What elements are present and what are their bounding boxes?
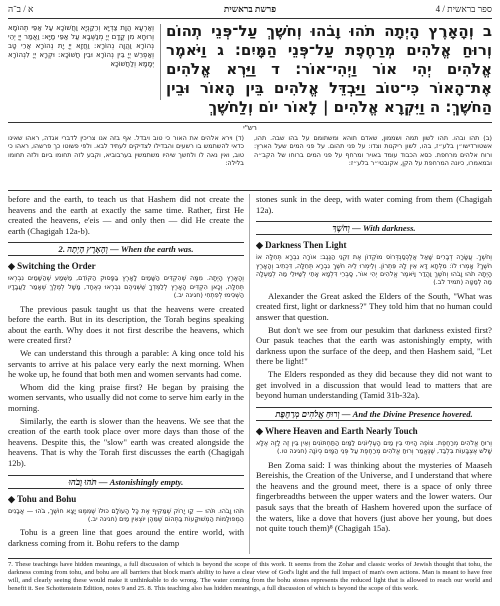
- page-header: [8, 4, 492, 18]
- header-parashah: פרשת בראשית: [223, 4, 277, 14]
- section-bar-when-earth-was: 2. וְהָאָרֶץ הָיְתָה — When the earth was.: [8, 242, 244, 256]
- paragraph: The Elders responded as they did because they did not want to get involved in a discussion that would lead to matters that are beyond human understanding (Tamid 31b-32a).: [256, 368, 492, 401]
- section-title-darkness-then-light: ◆ Darkness Then Light: [256, 240, 347, 251]
- gemara-hebrew-4: וְרוּחַ אֱלֹהִים מְרַחֶפֶת. צוֹפֶה הָיִיתִי בֵּין מַיִם הָעֶלְיוֹנִים לַמַּיִם הַתַּחְתּוֹנִים וְאֵין בֵּין זֶה לָזֶה אֶלָּא שָׁלֹשׁ אֶצְבָּעוֹת בִּלְבַד, שֶׁנֶּאֱמַר וְרוּחַ אֱלֹהִים מְרַחֶפֶת עַל פְּנֵי הַמָּיִם כְּיוֹנָה (חגיגה טו.): [256, 438, 492, 456]
- footnotes: 7. These teachings have hidden meanings, a full discussion of which is beyond the scope of this work. It seems from the Zohar and classic works of Jewish thought that tohu, the darkness coming from tohu, and bohu are all barriers that block man's ability to have a clear view of God's light and the full impact of man's own actions. Man is meant to have free will, and clearly seeing these would make it unthinkable to do wrong. The water coming from the bohu stones represents the reduced light that is allowed to reach our world and benefit it. See Schottenstein Edition, notes 9 and 25. 8. This teaching also has hidden meanings, a full discussion of which is beyond the scope of this work.: [8, 561, 492, 592]
- rashi-label: רש"י: [243, 124, 257, 132]
- bullet-icon: ◆: [8, 493, 15, 504]
- gemara-hebrew-2: תֹּהוּ וָבֹהוּ. תֹּהוּ — קַו יָרוֹק שֶׁמַּקִּיף אֶת כָּל הָעוֹלָם כּוּלּוֹ שֶׁמִּמֶּנּוּ יָצָא חוֹשֶׁךְ, בֹּהוּ — אֲבָנִים הַמְפוּלָּמוֹת הַמְשׁוּקָּעוֹת בַּתְּהוֹם שֶׁמֵּהֶן יוֹצְאִין מַיִם (חגיגה יב.): [8, 506, 244, 523]
- header-rule: [8, 18, 492, 19]
- section-title-tohu-bohu: ◆ Tohu and Bohu: [8, 493, 77, 504]
- header-chapter-verse: א / ב־ה: [8, 4, 34, 14]
- paragraph: Whom did the king praise first? He began by praising the women servants, who usually did not come to serve him early in the morning.: [8, 381, 244, 413]
- rashi-top-rule: [8, 122, 492, 123]
- right-column: [256, 194, 492, 554]
- main-top-rule: [8, 190, 492, 191]
- section-bar-divine-presence: וְרוּחַ אֱלֹהִים מְרַחֶפֶת — And the Divine Presence hovered.: [256, 407, 492, 421]
- targum-divider: [160, 24, 161, 100]
- section-title-switching-order: ◆ Switching the Order: [8, 261, 96, 272]
- rashi-commentary-left: (ד) וירא אלהים את האור כי טוב ויבדל. אף בזה אנו צריכין לדברי אגדה, ראהו שאינו כדאי להשתמש בו רשעים והבדילו לצדיקים לעתיד לבא. ולפי פשוטו כך פרשהו, ראהו כי טוב, ואין נאה לו ולחשך שיהיו משתמשין בערבוביא, וקבע לזה תחומו ביום ולזה תחומו בלילה:: [8, 134, 244, 168]
- footnote-rule: [8, 558, 492, 559]
- gemara-hebrew-1: וְהָאָרֶץ הָיְתָה. מִמָּה שֶׁהִקְדִּים הַשָּׁמַיִם לָאָרֶץ בַּפָּסוּק הַקּוֹדֵם, מַשְׁמַע שֶׁהַשָּׁמַיִם נִבְרְאוּ תְּחִלָּה, וְכָאן הִקְדִּים הָאָרֶץ לְלַמֶּדְךָ שֶׁשְּׁנֵיהֶם נִבְרְאוּ כְּאֶחָד, מָשָׁל לְמֶלֶךְ שֶׁאָמַר לַעֲבָדָיו הַשְׁכִּימוּ לְפִתְחִי (חגיגה יב.): [8, 274, 244, 300]
- torah-verse-text: ב וְהָאָרֶץ הָיְתָה תֹהוּ וָבֹהוּ וְחֹשֶׁךְ עַל־פְּנֵי תְהוֹם וְרוּחַ אֱלֹהִים מְרַחֶפֶת עַל־פְּנֵי הַמָּיִם: ג וַיֹּאמֶר אֱלֹהִים יְהִי אוֹר וַיְהִי־אוֹר: ד וַיַּרְא אֱלֹהִים אֶת־הָאוֹר כִּי־טוֹב וַיַּבְדֵּל אֱלֹהִים בֵּין הָאוֹר וּבֵין הַחֹשֶׁךְ: ה וַיִּקְרָא אֱלֹהִים | לָאוֹר יוֹם וְלַחֹשֶׁךְ: [166, 22, 492, 116]
- section-bar-with-darkness: וְחֹשֶׁךְ — With darkness.: [256, 221, 492, 235]
- left-column: [8, 194, 244, 554]
- bullet-icon: ◆: [256, 240, 263, 251]
- column-divider: [249, 194, 250, 554]
- paragraph: Ben Zoma said: I was thinking about the mysteries of Maaseh Bereishis, the Creation of the Universe, and I understand that where the heavens and the ground meet, there is a space of only three fingerbreadths between the upper waters and the lower waters. Our pasuk says that the breath of Hashem hovered upon the surface of the waters, like a dove that hovers (just above her young, but does not quite touch them)⁸ (Chagigah 15a).: [256, 459, 492, 534]
- bullet-icon: ◆: [8, 261, 15, 272]
- gemara-hebrew-3: וְחֹשֶׁךְ. עֲשָׂרָה דְבָרִים שָׁאַל אֲלֶכְּסַנְדְּרוֹס מוֹקְדוֹן אֶת זִקְנֵי הַנֶּגֶב: אוֹרָה נִבְרָא תְּחִלָּה אוֹ חֹשֶׁךְ? אָמְרוּ לוֹ: מִלְּתָא דָּא אֵין לָהּ פִּתְרוֹן. וְלֵימְרוּ לֵיהּ חֹשֶׁךְ נִבְרָא תְּחִלָּה, דִּכְתִיב וְהָאָרֶץ הָיְתָה תֹהוּ וָבֹהוּ וְחֹשֶׁךְ וַהֲדַר וַיֹּאמֶר אֱלֹהִים יְהִי אוֹר, סָבְרֵי דִּלְמָא אָתֵי לְשַׁיּוּלֵי מַה לְמַעְלָה מַה לְמַטָּה (תמיד לב.): [256, 253, 492, 287]
- paragraph: But don't we see from our pesukim that darkness existed first? Our pasuk teaches that the earth was astonishingly empty, with darkness upon the surface of the deep, and then Hashem said, "Let there be light!": [256, 324, 492, 367]
- section-title-heaven-earth: ◆ Where Heaven and Earth Nearly Touch: [256, 425, 418, 436]
- paragraph: The previous pasuk taught us that the heavens were created before the earth. But in its description, the Torah begins speaking about the earth. Why does it not first describe the heavens, which were created first?: [8, 303, 244, 346]
- header-book-page: ספר בראשית / 4: [435, 4, 492, 14]
- right-intro-text: stones sunk in the deep, with water coming from them (Chagigah 12a).: [256, 194, 492, 215]
- bullet-icon: ◆: [256, 425, 263, 436]
- paragraph: We can understand this through a parable: A king once told his servants to arrive at his palace very early the next morning. When he woke up, he found that both men and women servants had come.: [8, 347, 244, 380]
- paragraph: Alexander the Great asked the Elders of the South, "What was created first, light or darkness?" They told him that no human could answer that question.: [256, 290, 492, 322]
- rashi-commentary-right: (ב) תהו ובהו. תהו לשון תמה ושממון, שאדם תוהא ומשתומם על בהו שבה. תהו, אשטורדישו״ן בלע״ז, בהו, לשון ריקנות וצדו: על פני תהום. על פני המים שעל הארץ: ורוח אלהים מרחפת. כסא הכבוד עומד באויר ומרחף על פני המים ברוחו של הקב״ה ובמאמרו, כיונה המרחפת על הקן, אקובטי״ר בלע״ז:: [254, 134, 492, 168]
- section-bar-astonishingly-empty: תֹּהוּ וָבֹהוּ — Astonishingly empty.: [8, 475, 244, 489]
- paragraph: Tohu is a green line that goes around the entire world, with darkness coming from it. Bohu refers to the damp: [8, 527, 244, 548]
- left-intro-text: before and the earth, to teach us that Hashem did not create the heavens and the earth at exactly the same time. Rather, first He created the heavens, e'eis — and only then — did He create the earth (Chagigah 12a-b).: [8, 194, 244, 236]
- targum-onkelos: וְאַרְעָא הֲוָת צַדְיָא וְרֵקַנְיָא וַחֲשׁוֹכָא עַל אַפֵּי תְהוֹמָא וְרוּחָא מִן קֳדָם יְיָ מְנַשְּׁבָא עַל אַפֵּי מַיָּא: וַאֲמַר יְיָ יְהֵי נְהוֹרָא וַהֲוָה נְהוֹרָא: וַחֲזָא יְיָ יָת נְהוֹרָא אֲרֵי טָב וְאַפְרֵשׁ יְיָ בֵּין נְהוֹרָא וּבֵין חֲשׁוֹכָא: וּקְרָא יְיָ לִנְהוֹרָא יְמָמָא וְלַחֲשׁוֹכָא: [8, 24, 154, 68]
- paragraph: Similarly, the earth is slower than the heavens. We see that the creation of the earth took place over more days than those of the heavens. Despite this, the "slow" earth was created alongside the heavens. That is why the Torah first discusses the earth (Chagigah 12b).: [8, 415, 244, 468]
